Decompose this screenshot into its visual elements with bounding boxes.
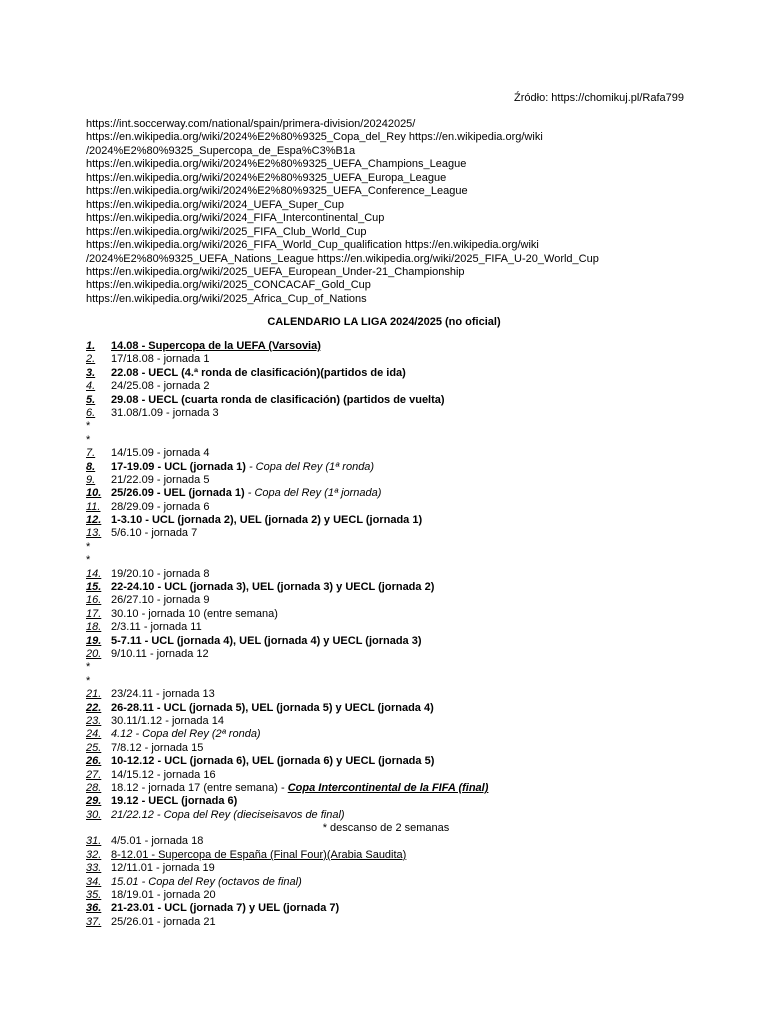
- calendar-entry: [86, 621, 686, 634]
- entry-number: 14.: [86, 567, 102, 580]
- reference-link[interactable]: https://en.wikipedia.org/wiki/2024_FIFA_Intercontinental_Cup: [86, 212, 385, 225]
- entry-number: 8.: [86, 460, 96, 473]
- calendar-entry: [86, 367, 686, 380]
- entry-number: 32.: [86, 848, 102, 861]
- entry-text: 5/6.10 - jornada 7: [111, 527, 198, 540]
- entry-number: 31.: [86, 835, 102, 848]
- entry-number: 4.: [86, 380, 96, 393]
- entry-number: 16.: [86, 594, 102, 607]
- entry-text: 21-23.01 - UCL (jornada 7) y UEL (jornada 7): [111, 902, 340, 915]
- entry-text: 30.11/1.12 - jornada 14: [111, 714, 224, 727]
- calendar-entry: [86, 862, 686, 875]
- entry-text: 24/25.08 - jornada 2: [111, 380, 210, 393]
- reference-link[interactable]: https://en.wikipedia.org/wiki/2024%E2%80%9325_UEFA_Europa_League: [86, 171, 447, 184]
- entry-number: 1.: [86, 340, 96, 352]
- entry-text: 18.12 - jornada 17 (entre semana) -: [111, 781, 288, 794]
- separator-star: *: [86, 674, 91, 687]
- separator-star: *: [86, 554, 91, 567]
- calendar-entry: [86, 594, 686, 607]
- calendar-entry: [86, 728, 686, 741]
- entry-number: 9.: [86, 473, 96, 486]
- entry-text: 31.08/1.09 - jornada 3: [111, 406, 219, 419]
- calendar-entry: [86, 715, 686, 728]
- calendar-entry: [86, 648, 686, 661]
- entry-text: 26-28.11 - UCL (jornada 5), UEL (jornada 5) y UECL (jornada 4): [111, 701, 434, 714]
- entry-number: 10.: [86, 487, 102, 500]
- reference-link[interactable]: https://en.wikipedia.org/wiki/2024%E2%80%9325_Copa_del_Rey https://en.wikipedia.org/wiki: [86, 131, 543, 144]
- entry-text: 4/5.01 - jornada 18: [111, 835, 204, 848]
- reference-link[interactable]: https://en.wikipedia.org/wiki/2025_UEFA_European_Under-21_Championship: [86, 265, 465, 278]
- entry-number: 24.: [86, 728, 102, 741]
- entry-text: 14.08 - Supercopa de la UEFA (Varsovia): [111, 340, 321, 352]
- reference-link[interactable]: https://en.wikipedia.org/wiki/2025_Africa_Cup_of_Nations: [86, 292, 367, 305]
- entry-number: 27.: [86, 768, 102, 781]
- calendar-entry: [86, 394, 686, 407]
- entry-number: 15.: [86, 581, 102, 594]
- entry-text: 29.08 - UECL (cuarta ronda de clasificación) (partidos de vuelta): [111, 393, 445, 406]
- calendar-entry: [86, 581, 686, 594]
- entry-text: 26/27.10 - jornada 9: [111, 594, 210, 607]
- entry-number: 17.: [86, 607, 102, 620]
- entry-text: 14/15.12 - jornada 16: [111, 768, 216, 781]
- entry-number: 20.: [86, 647, 102, 660]
- calendar-entry: [86, 769, 686, 782]
- entry-number: 7.: [86, 447, 96, 460]
- entry-extra: - Copa del Rey (1ª jornada): [244, 487, 382, 500]
- entry-text: 17-19.09 - UCL (jornada 1): [111, 460, 246, 473]
- entry-number: 19.: [86, 634, 102, 647]
- entry-number: 22.: [86, 701, 102, 714]
- entry-text: 10-12.12 - UCL (jornada 6), UEL (jornada 6) y UECL (jornada 5): [111, 755, 435, 768]
- calendar-entry: [86, 742, 686, 755]
- entry-number: 21.: [86, 688, 102, 701]
- reference-link[interactable]: https://en.wikipedia.org/wiki/2024%E2%80%9325_UEFA_Champions_League: [86, 158, 467, 171]
- entry-text: 23/24.11 - jornada 13: [111, 688, 215, 701]
- separator-star: *: [86, 540, 91, 553]
- calendar-entry: [86, 474, 686, 487]
- entry-text: 14/15.09 - jornada 4: [111, 447, 210, 460]
- reference-link[interactable]: https://en.wikipedia.org/wiki/2024%E2%80%9325_UEFA_Conference_League: [86, 185, 468, 198]
- entry-text: 19/20.10 - jornada 8: [111, 567, 210, 580]
- calendar-entry: [86, 702, 686, 715]
- entry-number: 25.: [86, 741, 102, 754]
- calendar-entry: [86, 487, 686, 500]
- calendar-entry: [86, 876, 686, 889]
- entry-number: 11.: [86, 500, 101, 513]
- calendar-entry: [86, 835, 686, 848]
- calendar-entry: [86, 461, 686, 474]
- calendar-entry: [86, 809, 686, 822]
- entry-number: 30.: [86, 808, 102, 821]
- calendar-entry: [86, 688, 686, 701]
- calendar-entry: [86, 902, 686, 915]
- entry-text: 5-7.11 - UCL (jornada 4), UEL (jornada 4) y UECL (jornada 3): [111, 634, 422, 647]
- entry-number: 26.: [86, 755, 102, 768]
- entry-number: 29.: [86, 795, 102, 808]
- entry-number: 3.: [86, 366, 96, 379]
- calendar-entry: [86, 568, 686, 581]
- entry-text: 21/22.09 - jornada 5: [111, 473, 210, 486]
- reference-link[interactable]: https://en.wikipedia.org/wiki/2024_UEFA_Super_Cup: [86, 198, 345, 211]
- calendar-entry: [86, 353, 686, 366]
- entry-text: 28/29.09 - jornada 6: [111, 500, 210, 513]
- entry-text: 4.12 - Copa del Rey (2ª ronda): [111, 728, 261, 741]
- calendar-title: CALENDARIO LA LIGA 2024/2025 (no oficial): [267, 316, 501, 328]
- entry-extra: - Copa del Rey (1ª ronda): [245, 460, 375, 473]
- entry-number: 28.: [86, 781, 102, 794]
- entry-text: 12/11.01 - jornada 19: [111, 862, 215, 875]
- entry-text: 15.01 - Copa del Rey (octavos de final): [111, 875, 302, 888]
- entry-text: 18/19.01 - jornada 20: [111, 889, 216, 902]
- entry-number: 37.: [86, 915, 102, 928]
- entry-number: 2.: [86, 353, 96, 366]
- calendar-entry: [86, 916, 686, 929]
- entry-number: 33.: [86, 862, 102, 875]
- calendar-entry: [86, 635, 686, 648]
- calendar-entry: [86, 447, 686, 460]
- reference-link[interactable]: https://int.soccerway.com/national/spain/primera-division/20242025/: [86, 118, 416, 130]
- calendar-entry: [86, 608, 686, 621]
- entry-text: 17/18.08 - jornada 1: [111, 353, 210, 366]
- calendar-entry: [86, 755, 686, 768]
- reference-link[interactable]: /2024%E2%80%9325_UEFA_Nations_League https://en.wikipedia.org/wiki/2025_FIFA_U-20_World_Cup: [86, 252, 599, 265]
- calendar-entry: [86, 407, 686, 420]
- entry-text: 22.08 - UECL (4.ª ronda de clasificación)(partidos de ida): [111, 366, 406, 379]
- calendar-entry: [86, 889, 686, 902]
- separator-star: *: [86, 661, 91, 674]
- separator-star: *: [86, 433, 91, 446]
- entry-number: 18.: [86, 621, 102, 634]
- entry-text: 22-24.10 - UCL (jornada 3), UEL (jornada 3) y UECL (jornada 2): [111, 581, 435, 594]
- rest-note: * descanso de 2 semanas: [322, 822, 450, 835]
- source-line: Źródło: https://chomikuj.pl/Rafa799: [514, 92, 684, 104]
- separator-star: *: [86, 420, 91, 433]
- entry-number: 6.: [86, 406, 96, 419]
- reference-link[interactable]: https://en.wikipedia.org/wiki/2025_FIFA_Club_World_Cup: [86, 225, 367, 238]
- entry-text: 1-3.10 - UCL (jornada 2), UEL (jornada 2) y UECL (jornada 1): [111, 514, 423, 527]
- entry-text: 25/26.01 - jornada 21: [111, 915, 216, 928]
- reference-link[interactable]: https://en.wikipedia.org/wiki/2026_FIFA_World_Cup_qualification https://en.wikipedia.org/wiki: [86, 239, 539, 252]
- reference-links: [86, 118, 686, 306]
- entry-text: 9/10.11 - jornada 12: [111, 647, 209, 660]
- entry-text: 25/26.09 - UEL (jornada 1): [111, 487, 245, 500]
- entry-extra: Copa Intercontinental de la FIFA (final): [287, 781, 489, 794]
- entry-number: 12.: [86, 514, 102, 527]
- reference-link[interactable]: /2024%E2%80%9325_Supercopa_de_Espa%C3%B1a: [86, 144, 356, 157]
- calendar-entry: [86, 795, 686, 808]
- calendar-entry: [86, 849, 686, 862]
- calendar-entry: [86, 501, 686, 514]
- entry-text: 2/3.11 - jornada 11: [111, 621, 202, 634]
- entry-number: 34.: [86, 875, 102, 888]
- calendar-entry: [86, 380, 686, 393]
- entry-number: 5.: [86, 393, 96, 406]
- calendar-entry: [86, 514, 686, 527]
- entry-text: 8-12.01 - Supercopa de España (Final Four)(Arabia Saudita): [111, 848, 407, 861]
- calendar-list: [86, 340, 686, 929]
- entry-text: 7/8.12 - jornada 15: [111, 741, 204, 754]
- entry-text: 21/22.12 - Copa del Rey (dieciseisavos de final): [111, 808, 345, 821]
- reference-link[interactable]: https://en.wikipedia.org/wiki/2025_CONCACAF_Gold_Cup: [86, 279, 371, 292]
- calendar-entry: [86, 340, 686, 353]
- entry-number: 35.: [86, 889, 102, 902]
- entry-text: 19.12 - UECL (jornada 6): [111, 795, 238, 808]
- entry-number: 13.: [86, 527, 102, 540]
- entry-text: 30.10 - jornada 10 (entre semana): [111, 607, 278, 620]
- entry-number: 36.: [86, 902, 102, 915]
- entry-number: 23.: [86, 714, 102, 727]
- calendar-entry: [86, 527, 686, 540]
- calendar-entry: [86, 782, 686, 795]
